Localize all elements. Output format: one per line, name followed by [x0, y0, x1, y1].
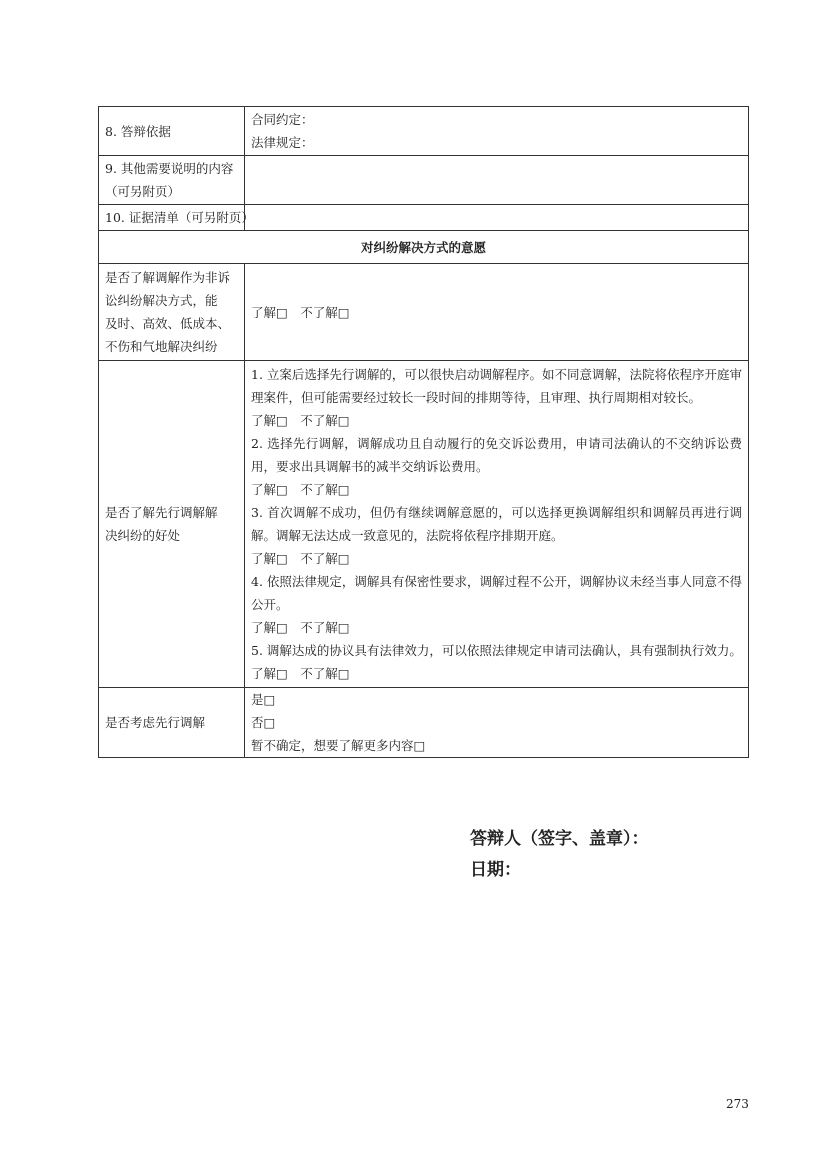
mediation-awareness-label-line-3: 及时、高效、低成本、 [105, 316, 231, 331]
evidence-list-label: 10. 证据清单（可另附页） [99, 205, 245, 231]
section-title: 对纠纷解决方式的意愿 [99, 231, 749, 264]
benefit-item-1-text: 1. 立案后选择先行调解的，可以很快启动调解程序。如不同意调解，法院将依程序开庭审理案件，但可能需要经过较长一段时间的排期等待，且审理、执行周期相对较长。 [251, 367, 742, 405]
evidence-list-field[interactable] [245, 205, 749, 231]
row-defense-basis [99, 107, 749, 156]
benefit-item-5-text: 5. 调解达成的协议具有法律效力，可以依照法律规定申请司法确认，具有强制执行效力。 [251, 643, 742, 658]
pre-mediation-benefits-label-line-1: 是否了解先行调解解 [105, 505, 218, 520]
defense-basis-field[interactable] [245, 107, 749, 156]
contract-agreement-line: 合同约定： [251, 112, 314, 127]
benefit-item-2-answer[interactable]: 了解□ 不了解□ [251, 482, 350, 497]
row-mediation-awareness [99, 264, 749, 361]
other-notes-label [99, 156, 245, 205]
benefit-item-4-text: 4. 依照法律规定，调解具有保密性要求，调解过程不公开，调解协议未经当事人同意不得公开。 [251, 574, 742, 612]
mediation-awareness-answer[interactable]: 了解□ 不了解□ [245, 264, 749, 361]
mediation-awareness-label-line-1: 是否了解调解作为非诉 [105, 270, 231, 285]
signature-block [470, 824, 649, 886]
row-pre-mediation-benefits [99, 361, 749, 688]
pre-mediation-benefits-label-line-2: 决纠纷的好处 [105, 528, 181, 543]
page-number: 273 [726, 1097, 749, 1111]
other-notes-label-line-1: 9. 其他需要说明的内容 [105, 161, 234, 176]
respondent-signature-label: 答辩人（签字、盖章）： [470, 829, 649, 849]
pre-mediation-benefits-label [99, 361, 245, 688]
row-consider-pre-mediation [99, 688, 749, 758]
benefit-item-1-answer[interactable]: 了解□ 不了解□ [251, 413, 350, 428]
consider-pre-mediation-options [245, 688, 749, 758]
row-evidence-list [99, 205, 749, 231]
option-undecided[interactable]: 暂不确定，想要了解更多内容□ [251, 738, 426, 753]
mediation-awareness-label-line-4: 不伤和气地解决纠纷 [105, 339, 218, 354]
defense-basis-label: 8. 答辩依据 [99, 107, 245, 156]
other-notes-field[interactable] [245, 156, 749, 205]
row-section-heading [99, 231, 749, 264]
other-notes-label-line-2: （可另附页） [105, 184, 181, 199]
benefit-item-3-text: 3. 首次调解不成功，但仍有继续调解意愿的，可以选择更换调解组织和调解员再进行调解。调解无法达成一致意见的，法院将依程序排期开庭。 [251, 505, 742, 543]
option-yes[interactable]: 是□ [251, 692, 276, 707]
option-no[interactable]: 否□ [251, 715, 276, 730]
legal-provision-line: 法律规定： [251, 135, 314, 150]
pre-mediation-benefits-content [245, 361, 749, 688]
benefit-item-3-answer[interactable]: 了解□ 不了解□ [251, 551, 350, 566]
benefit-item-5-answer[interactable]: 了解□ 不了解□ [251, 666, 350, 681]
benefit-item-2-text: 2. 选择先行调解，调解成功且自动履行的免交诉讼费用，申请司法确认的不交纳诉讼费用，要求出具调解书的减半交纳诉讼费用。 [251, 436, 742, 474]
benefit-item-4-answer[interactable]: 了解□ 不了解□ [251, 620, 350, 635]
date-label: 日期： [470, 860, 521, 880]
defense-form-table [98, 106, 749, 758]
mediation-awareness-label [99, 264, 245, 361]
row-other-notes [99, 156, 749, 205]
mediation-awareness-label-line-2: 讼纠纷解决方式，能 [105, 293, 218, 308]
consider-pre-mediation-label: 是否考虑先行调解 [99, 688, 245, 758]
